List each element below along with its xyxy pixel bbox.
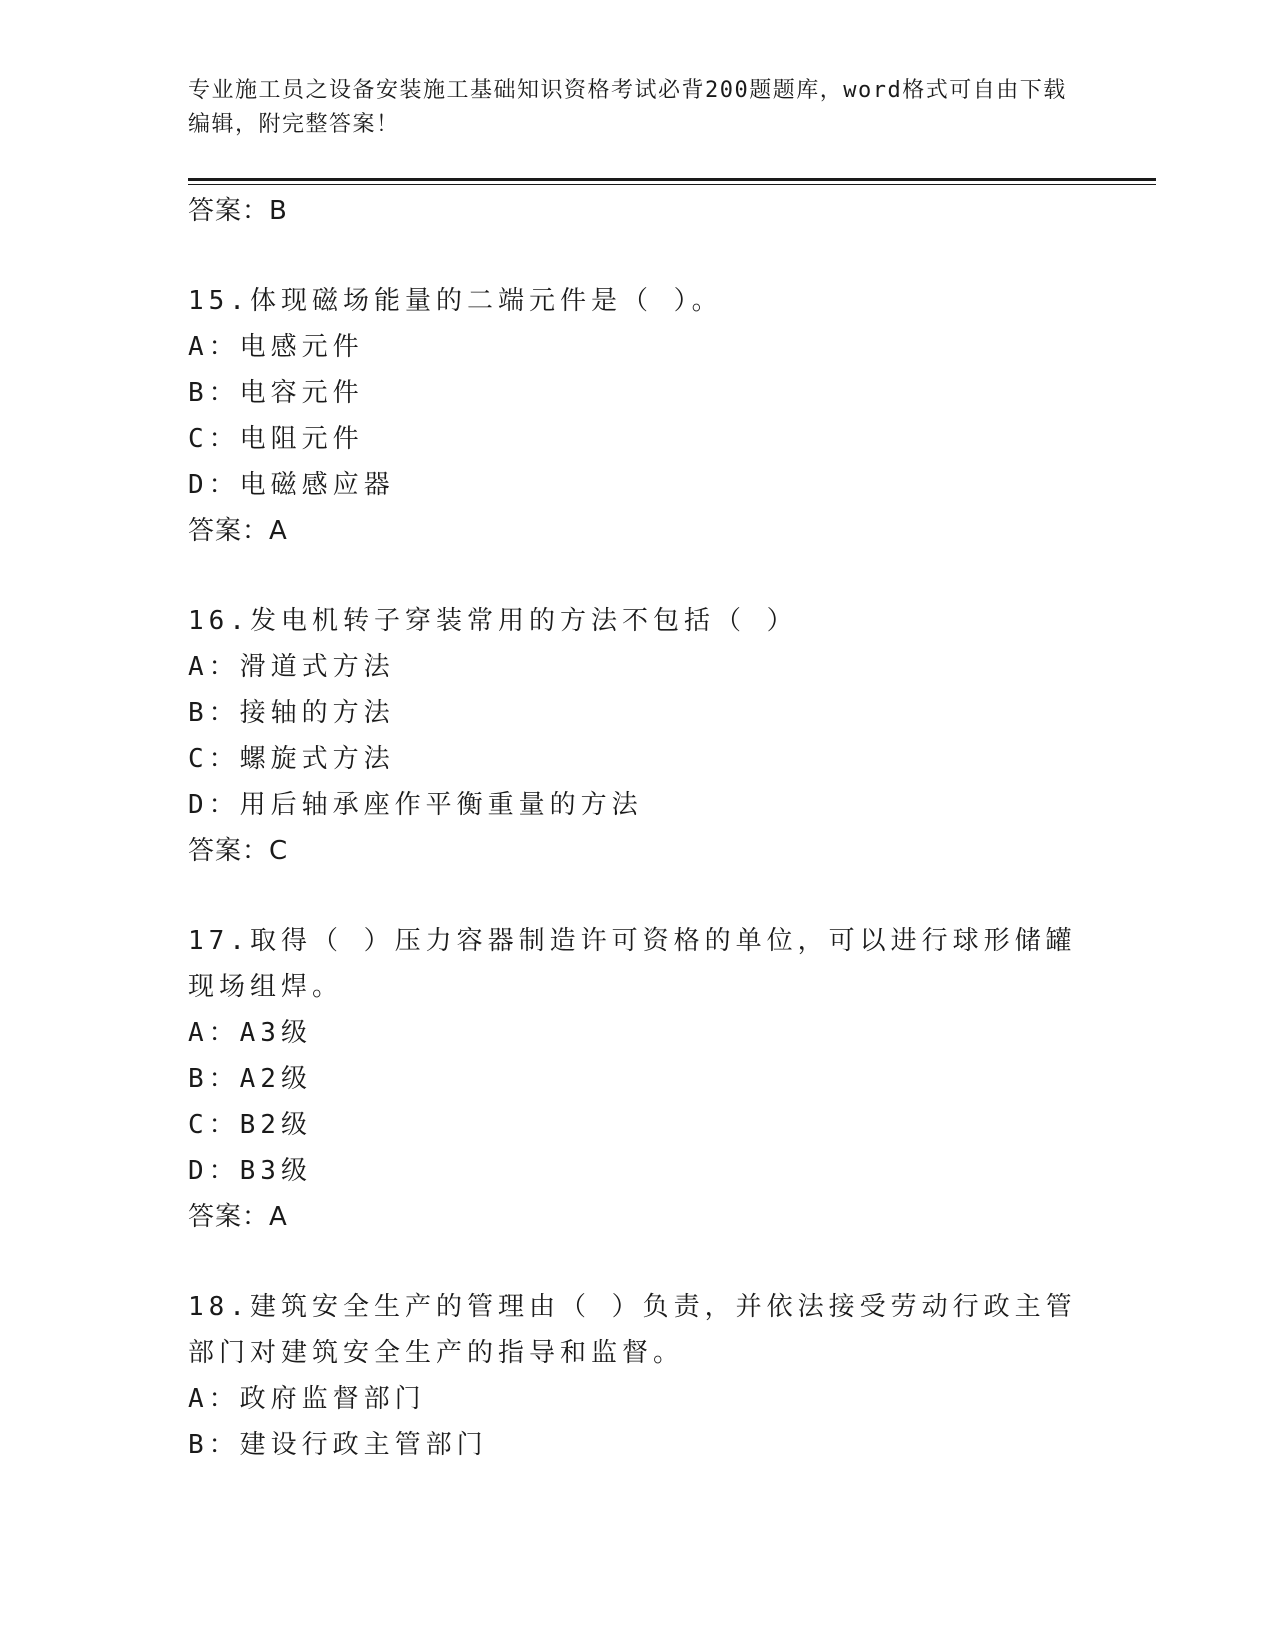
option-a: A：电感元件 xyxy=(188,332,364,362)
question-text: 16.发电机转子穿装常用的方法不包括（ ） xyxy=(188,606,798,636)
option-a: A：A3级 xyxy=(188,1018,312,1048)
answer-line: 答案：A xyxy=(188,516,288,546)
option-b: B：A2级 xyxy=(188,1064,312,1094)
option-c: C：B2级 xyxy=(188,1110,312,1140)
question-text: 17.取得（ ）压力容器制造许可资格的单位，可以进行球形储罐现场组焊。 xyxy=(188,926,1077,1002)
question-block-17 xyxy=(188,918,1088,1240)
document-header: 专业施工员之设备安装施工基础知识资格考试必背200题题库，word格式可自由下载编辑，附完整答案！ xyxy=(188,78,1067,137)
question-block-18 xyxy=(188,1284,1088,1468)
option-b: B：建设行政主管部门 xyxy=(188,1430,488,1460)
option-d: D：电磁感应器 xyxy=(188,470,395,500)
option-b: B：电容元件 xyxy=(188,378,364,408)
option-d: D：B3级 xyxy=(188,1156,312,1186)
answer-line: 答案：A xyxy=(188,1202,288,1232)
question-block-15 xyxy=(188,278,1088,554)
question-list xyxy=(188,188,1088,1468)
question-block-16 xyxy=(188,598,1088,874)
option-c: C：螺旋式方法 xyxy=(188,744,395,774)
answer-line: 答案：C xyxy=(188,836,289,866)
header-divider-thin xyxy=(188,184,1156,185)
question-text: 18.建筑安全生产的管理由（ ）负责，并依法接受劳动行政主管部门对建筑安全生产的指导和监督。 xyxy=(188,1292,1077,1368)
option-b: B：接轴的方法 xyxy=(188,698,395,728)
header-divider-thick xyxy=(188,178,1156,181)
option-a: A：滑道式方法 xyxy=(188,652,395,682)
option-a: A：政府监督部门 xyxy=(188,1384,426,1414)
option-c: C：电阻元件 xyxy=(188,424,364,454)
question-text: 15.体现磁场能量的二端元件是（ ）。 xyxy=(188,286,723,316)
option-d: D：用后轴承座作平衡重量的方法 xyxy=(188,790,643,820)
answer-line: 答案：B xyxy=(188,196,288,226)
